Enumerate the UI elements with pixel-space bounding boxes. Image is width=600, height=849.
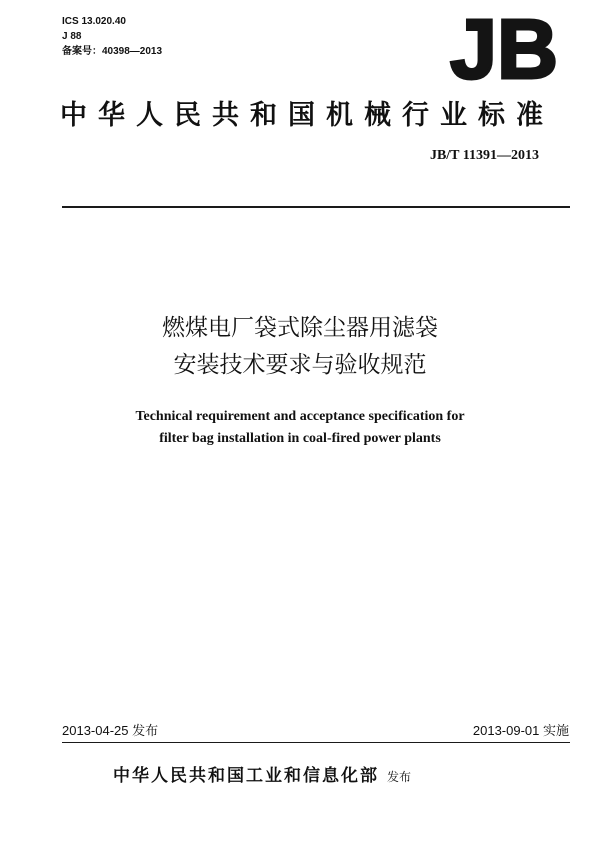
classification-code: J 88 <box>62 31 82 42</box>
ics-code: ICS 13.020.40 <box>62 16 126 27</box>
title-zh-line-1: 燃煤电厂袋式除尘器用滤袋 <box>162 315 438 341</box>
standard-name: 中华人民共和国机械行业标准 <box>60 100 554 131</box>
issuer <box>113 764 411 789</box>
issuer-suffix: 发布 <box>387 770 412 784</box>
title-en-line-2: filter bag installation in coal-fired power plants <box>159 431 441 446</box>
top-divider <box>62 206 570 208</box>
jb-logo <box>448 12 560 84</box>
implementation-date: 2013-09-01 实施 <box>472 723 569 738</box>
title-zh-line-2: 安装技术要求与验收规范 <box>173 352 427 378</box>
svg-text:JB: JB <box>450 12 558 84</box>
standard-number: JB/T 11391—2013 <box>429 148 539 163</box>
issue-date: 2013-04-25 发布 <box>62 723 159 738</box>
title-en-line-1: Technical requirement and acceptance specification for <box>135 409 465 424</box>
bottom-divider <box>62 742 570 743</box>
record-number: 备案号：40398—2013 <box>62 46 163 57</box>
issuer-name: 中华人民共和国工业和信息化部 <box>113 766 379 786</box>
